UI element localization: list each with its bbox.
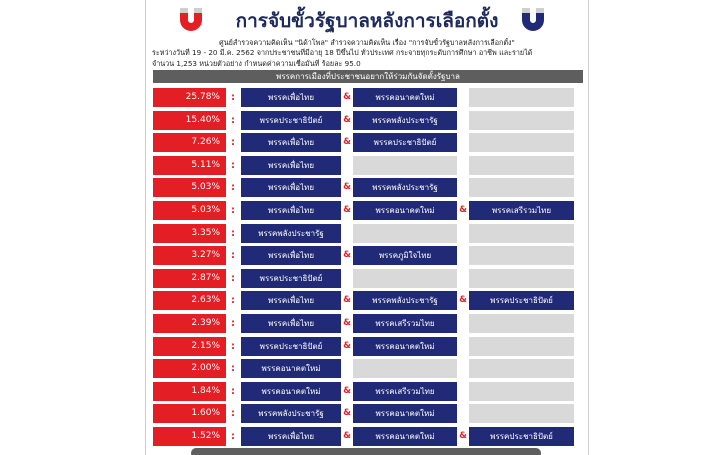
table-row [153,111,583,130]
colon-separator: : [231,250,235,262]
ampersand: & [343,92,351,102]
table-row [153,88,583,107]
colon-separator: : [231,363,235,375]
table-row [153,156,583,175]
party-cell-3 [469,178,574,197]
footer-bar [191,448,541,455]
ampersand: & [343,318,351,328]
ampersand: & [343,431,351,441]
party-cell-1: พรรคอนาคตใหม่ [241,359,341,378]
colon-separator: : [231,227,235,239]
party-cell-2: พรรคอนาคตใหม่ [353,404,457,423]
party-cell-3: พรรคประชาธิปัตย์ [469,291,574,310]
party-cell-3 [469,156,574,175]
percentage-value: 5.11% [153,156,226,175]
ampersand: & [343,137,351,148]
party-cell-1: พรรคเพื่อไทย [241,133,341,152]
percentage-value: 1.52% [153,427,226,446]
party-cell-1: พรรคอนาคตใหม่ [241,382,341,401]
magnet-icon [518,6,548,32]
ampersand: & [459,205,467,215]
party-cell-1: พรรคเพื่อไทย [241,291,341,310]
party-cell-3 [469,246,574,265]
colon-separator: : [231,182,235,194]
party-cell-1: พรรคเพื่อไทย [241,246,341,265]
party-cell-3 [469,382,574,401]
table-row [153,337,583,356]
ampersand: & [343,205,351,215]
percentage-value: 2.00% [153,359,226,378]
party-cell-2 [353,156,457,175]
colon-separator: : [231,431,235,442]
party-cell-1: พรรคพลังประชารัฐ [241,224,341,243]
party-cell-2: พรรคอนาคตใหม่ [353,201,457,220]
colon-separator: : [231,137,235,149]
party-cell-1: พรรคเพื่อไทย [241,427,341,446]
party-cell-3 [469,88,574,107]
survey-sample: จำนวน 1,253 หน่วยตัวอย่าง กำหนดค่าความเชื่อมั่นที่ ร้อยละ 95.0 [152,59,361,68]
colon-separator: : [231,408,235,420]
colon-separator: : [231,318,235,329]
percentage-value: 5.03% [153,178,226,197]
poster-border-right [588,0,589,455]
party-cell-3 [469,111,574,130]
party-cell-3 [469,359,574,378]
percentage-value: 2.87% [153,269,226,288]
party-cell-2: พรรคอนาคตใหม่ [353,88,457,107]
party-cell-1: พรรคประชาธิปัตย์ [241,111,341,130]
ampersand: & [343,408,351,419]
party-cell-1: พรรคเพื่อไทย [241,88,341,107]
party-cell-1: พรรคเพื่อไทย [241,178,341,197]
percentage-value: 1.84% [153,382,226,401]
poster-title: การจับขั้วรัฐบาลหลังการเลือกตั้ง [235,10,499,32]
party-cell-3 [469,133,574,152]
party-cell-2: พรรคพลังประชารัฐ [353,178,457,197]
table-row [153,246,583,265]
table-row [153,404,583,423]
table-row [153,201,583,220]
percentage-value: 2.39% [153,314,226,333]
party-cell-3 [469,404,574,423]
party-cell-2 [353,269,457,288]
ampersand: & [459,295,467,306]
percentage-value: 5.03% [153,201,226,220]
percentage-value: 15.40% [153,111,226,130]
ampersand: & [343,182,351,193]
party-cell-1: พรรคประชาธิปัตย์ [241,269,341,288]
percentage-value: 2.63% [153,291,226,310]
party-cell-3 [469,337,574,356]
colon-separator: : [231,272,235,284]
party-cell-2: พรรคประชาธิปัตย์ [353,133,457,152]
party-cell-3: พรรคประชาธิปัตย์ [469,427,574,446]
table-header: พรรคการเมืองที่ประชาชนอยากให้ร่วมกันจัดตั้งรัฐบาล [153,70,583,83]
percentage-value: 1.60% [153,404,226,423]
ampersand: & [343,340,351,351]
percentage-value: 25.78% [153,88,226,107]
party-cell-2: พรรคภูมิใจไทย [353,246,457,265]
party-cell-2: พรรคเสรีรวมไทย [353,314,457,333]
party-cell-3 [469,314,574,333]
poll-poster [146,0,588,455]
party-cell-2: พรรคเสรีรวมไทย [353,382,457,401]
ampersand: & [343,385,351,396]
ampersand: & [343,295,351,306]
survey-period: ระหว่างวันที่ 19 - 20 มี.ค. 2562 จากประชาชนที่มีอายุ 18 ปีขึ้นไป ทั่วประเทศ กระจายทุกระดับการศึกษา อาชีพ และรายได้ [152,48,533,57]
party-cell-1: พรรคพลังประชารัฐ [241,404,341,423]
party-cell-1: พรรคเพื่อไทย [241,314,341,333]
colon-separator: : [231,114,235,126]
left-margin [0,0,145,455]
table-row [153,314,583,333]
party-cell-2: พรรคอนาคตใหม่ [353,337,457,356]
party-cell-2: พรรคพลังประชารัฐ [353,111,457,130]
table-row [153,382,583,401]
table-row [153,178,583,197]
party-cell-3: พรรคเสรีรวมไทย [469,201,574,220]
party-cell-2 [353,224,457,243]
party-cell-3 [469,224,574,243]
table-row [153,224,583,243]
colon-separator: : [231,92,235,103]
percentage-value: 3.35% [153,224,226,243]
ampersand: & [343,114,351,125]
right-margin [590,0,728,455]
table-row [153,359,583,378]
party-cell-1: พรรคเพื่อไทย [241,201,341,220]
party-cell-2: พรรคอนาคตใหม่ [353,427,457,446]
percentage-value: 3.27% [153,246,226,265]
percentage-value: 2.15% [153,337,226,356]
party-cell-2: พรรคพลังประชารัฐ [353,291,457,310]
table-row [153,427,583,446]
colon-separator: : [231,385,235,397]
party-cell-2 [353,359,457,378]
table-row [153,133,583,152]
ampersand: & [459,431,467,441]
table-row [153,291,583,310]
party-cell-3 [469,269,574,288]
colon-separator: : [231,159,235,171]
party-cell-1: พรรคประชาธิปัตย์ [241,337,341,356]
colon-separator: : [231,340,235,352]
colon-separator: : [231,205,235,216]
colon-separator: : [231,295,235,307]
ampersand: & [343,250,351,261]
percentage-value: 7.26% [153,133,226,152]
table-row [153,269,583,288]
survey-source: ศูนย์สำรวจความคิดเห็น "นิด้าโพล" สำรวจความคิดเห็น เรื่อง "การจับขั้วรัฐบาลหลังการเลือกตั้ง" [219,38,515,47]
party-cell-1: พรรคเพื่อไทย [241,156,341,175]
